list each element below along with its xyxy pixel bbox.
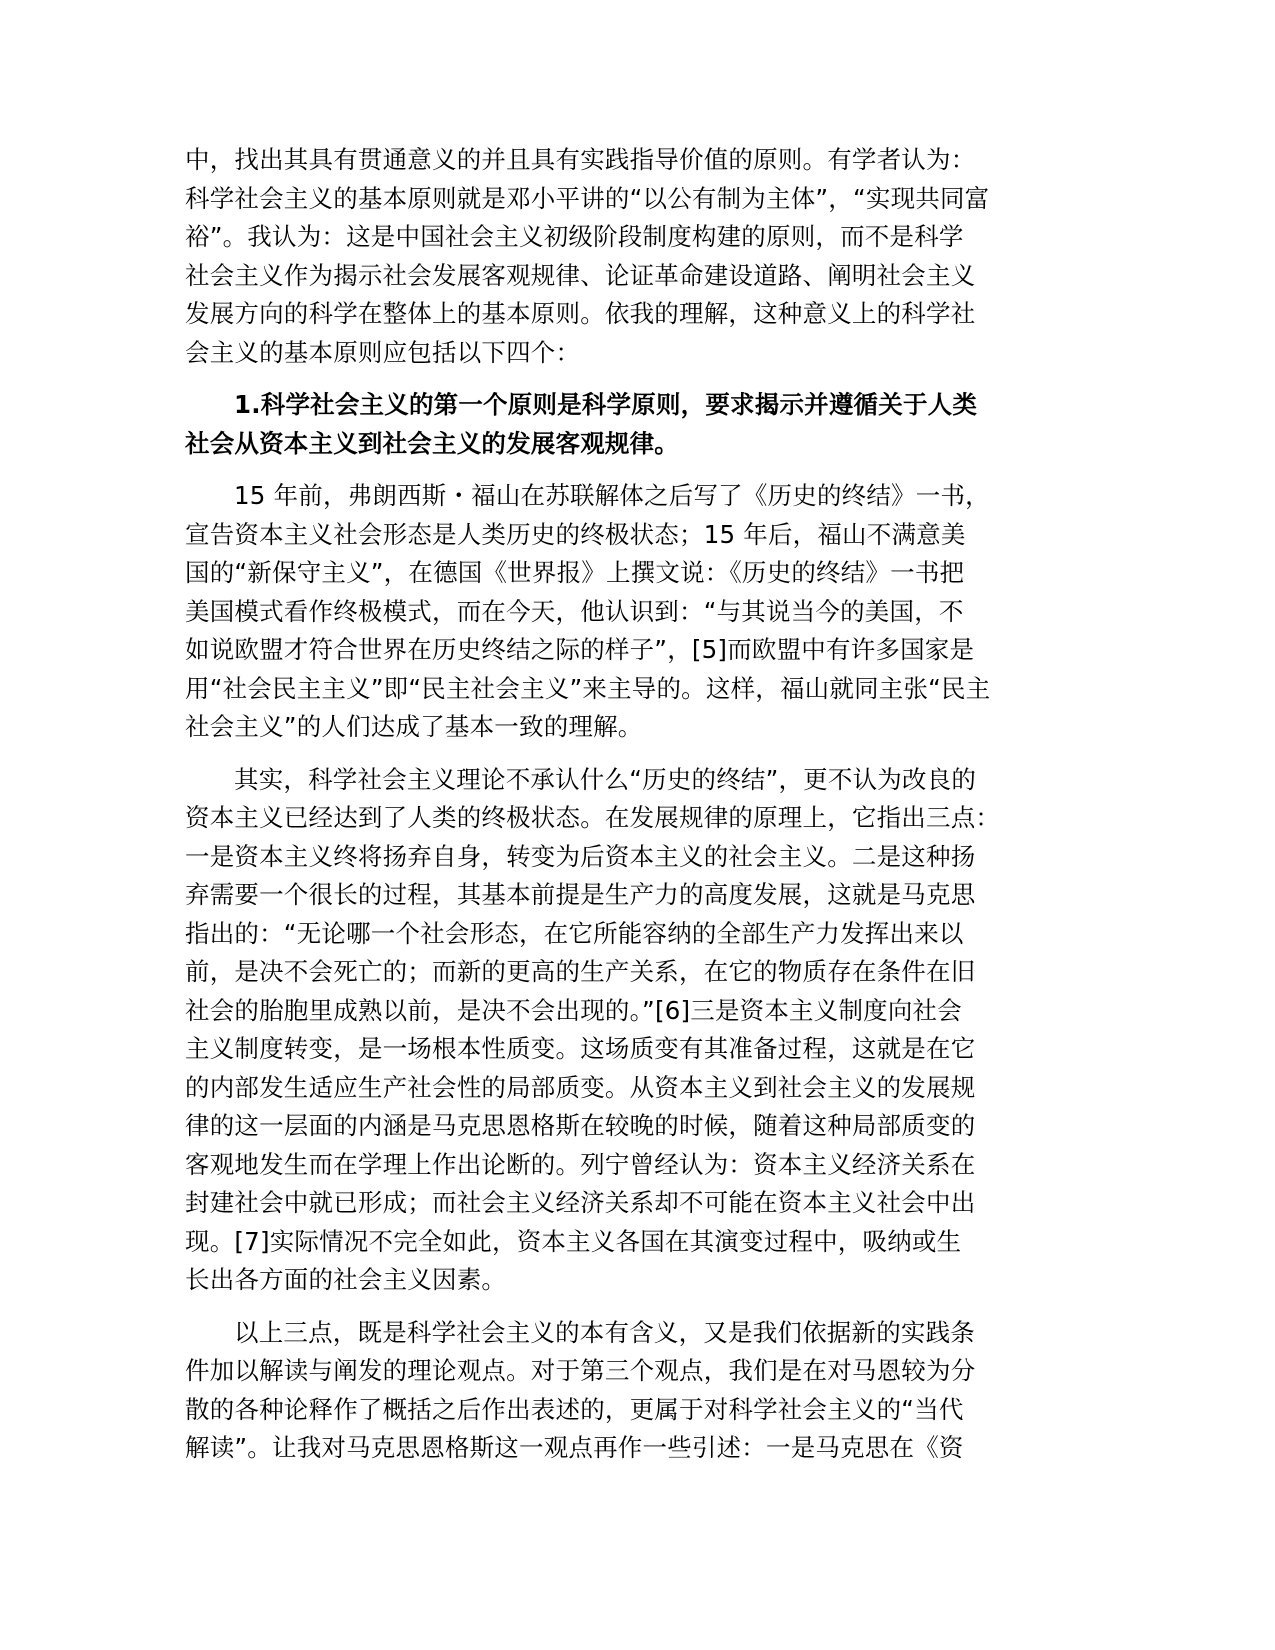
text-line: 指出的：“无论哪一个社会形态，在它所能容纳的全部生产力发挥出来以 <box>185 918 964 948</box>
text-line: 社会主义作为揭示社会发展客观规律、论证革命建设道路、阐明社会主义 <box>185 260 976 290</box>
text-line: 科学社会主义的基本原则就是邓小平讲的“以公有制为主体”，“实现共同富 <box>185 183 990 213</box>
text-line: 社会的胎胞里成熟以前，是决不会出现的。”[6]三是资本主义制度向社会 <box>185 995 962 1025</box>
text-line: 以上三点，既是科学社会主义的本有含义，又是我们依据新的实践条 <box>234 1317 975 1347</box>
text-line: 资本主义已经达到了人类的终极状态。在发展规律的原理上，它指出三点： <box>185 803 1001 832</box>
text-line: 美国模式看作终极模式，而在今天，他认识到：“与其说当今的美国，不 <box>185 596 964 626</box>
paragraph-interpretation <box>185 1314 1090 1468</box>
text-line: 用“社会民主主义”即“民主社会主义”来主导的。这样，福山就同主张“民主 <box>185 673 991 703</box>
text-line: 前，是决不会死亡的；而新的更高的生产关系，在它的物质存在条件在旧 <box>185 957 976 986</box>
text-line: 发展方向的科学在整体上的基本原则。依我的理解，这种意义上的科学社 <box>185 299 976 328</box>
text-line: 会主义的基本原则应包括以下四个： <box>185 337 581 367</box>
text-line: 15 年前，弗朗西斯・福山在苏联解体之后写了《历史的终结》一书， <box>234 481 990 510</box>
text-line: 如说欧盟才符合世界在历史终结之际的样子”，[5]而欧盟中有许多国家是 <box>185 635 975 664</box>
paragraph-three-points <box>185 761 1090 1300</box>
text-line: 社会主义”的人们达成了基本一致的理解。 <box>185 712 643 741</box>
text-line: 散的各种论释作了概括之后作出表述的，更属于对科学社会主义的“当代 <box>185 1394 964 1424</box>
text-line: 长出各方面的社会主义因素。 <box>185 1265 507 1294</box>
section-heading-principle-1 <box>185 386 1090 463</box>
text-line: 客观地发生而在学理上作出论断的。列宁曾经认为：资本主义经济关系在 <box>185 1149 976 1179</box>
document-body <box>185 141 1090 1482</box>
text-line: 中，找出其具有贯通意义的并且具有实践指导价值的原则。有学者认为： <box>185 145 976 174</box>
text-line: 宣告资本主义社会形态是人类历史的终极状态；15 年后，福山不满意美 <box>185 519 966 549</box>
text-line: 主义制度转变，是一场根本性质变。这场质变有其准备过程，这就是在它 <box>185 1034 976 1063</box>
text-line: 律的这一层面的内涵是马克思恩格斯在较晚的时候，随着这种局部质变的 <box>185 1111 976 1140</box>
heading-line: 社会从资本主义到社会主义的发展客观规律。 <box>185 428 679 458</box>
text-line: 封建社会中就已形成；而社会主义经济关系却不可能在资本主义社会中出 <box>185 1188 976 1217</box>
text-line: 一是资本主义终将扬弃自身，转变为后资本主义的社会主义。二是这种扬 <box>185 841 976 871</box>
text-line: 国的“新保守主义”，在德国《世界报》上撰文说：《历史的终结》一书把 <box>185 558 965 587</box>
paragraph-fukuyama <box>185 477 1090 747</box>
paragraph-intro <box>185 141 1090 372</box>
text-line: 裕”。我认为：这是中国社会主义初级阶段制度构建的原则，而不是科学 <box>185 222 964 251</box>
text-line: 弃需要一个很长的过程，其基本前提是生产力的高度发展，这就是马克思 <box>185 880 976 909</box>
text-line: 的内部发生适应生产社会性的局部质变。从资本主义到社会主义的发展规 <box>185 1072 976 1102</box>
text-line: 其实，科学社会主义理论不承认什么“历史的终结”，更不认为改良的 <box>234 764 977 794</box>
text-line: 解读”。让我对马克思恩格斯这一观点再作一些引述：一是马克思在《资 <box>185 1433 964 1462</box>
text-line: 现。[7]实际情况不完全如此，资本主义各国在其演变过程中，吸纳或生 <box>185 1226 962 1256</box>
text-line: 件加以解读与阐发的理论观点。对于第三个观点，我们是在对马恩较为分 <box>185 1356 976 1385</box>
heading-line: 1.科学社会主义的第一个原则是科学原则，要求揭示并遵循关于人类 <box>234 390 978 419</box>
